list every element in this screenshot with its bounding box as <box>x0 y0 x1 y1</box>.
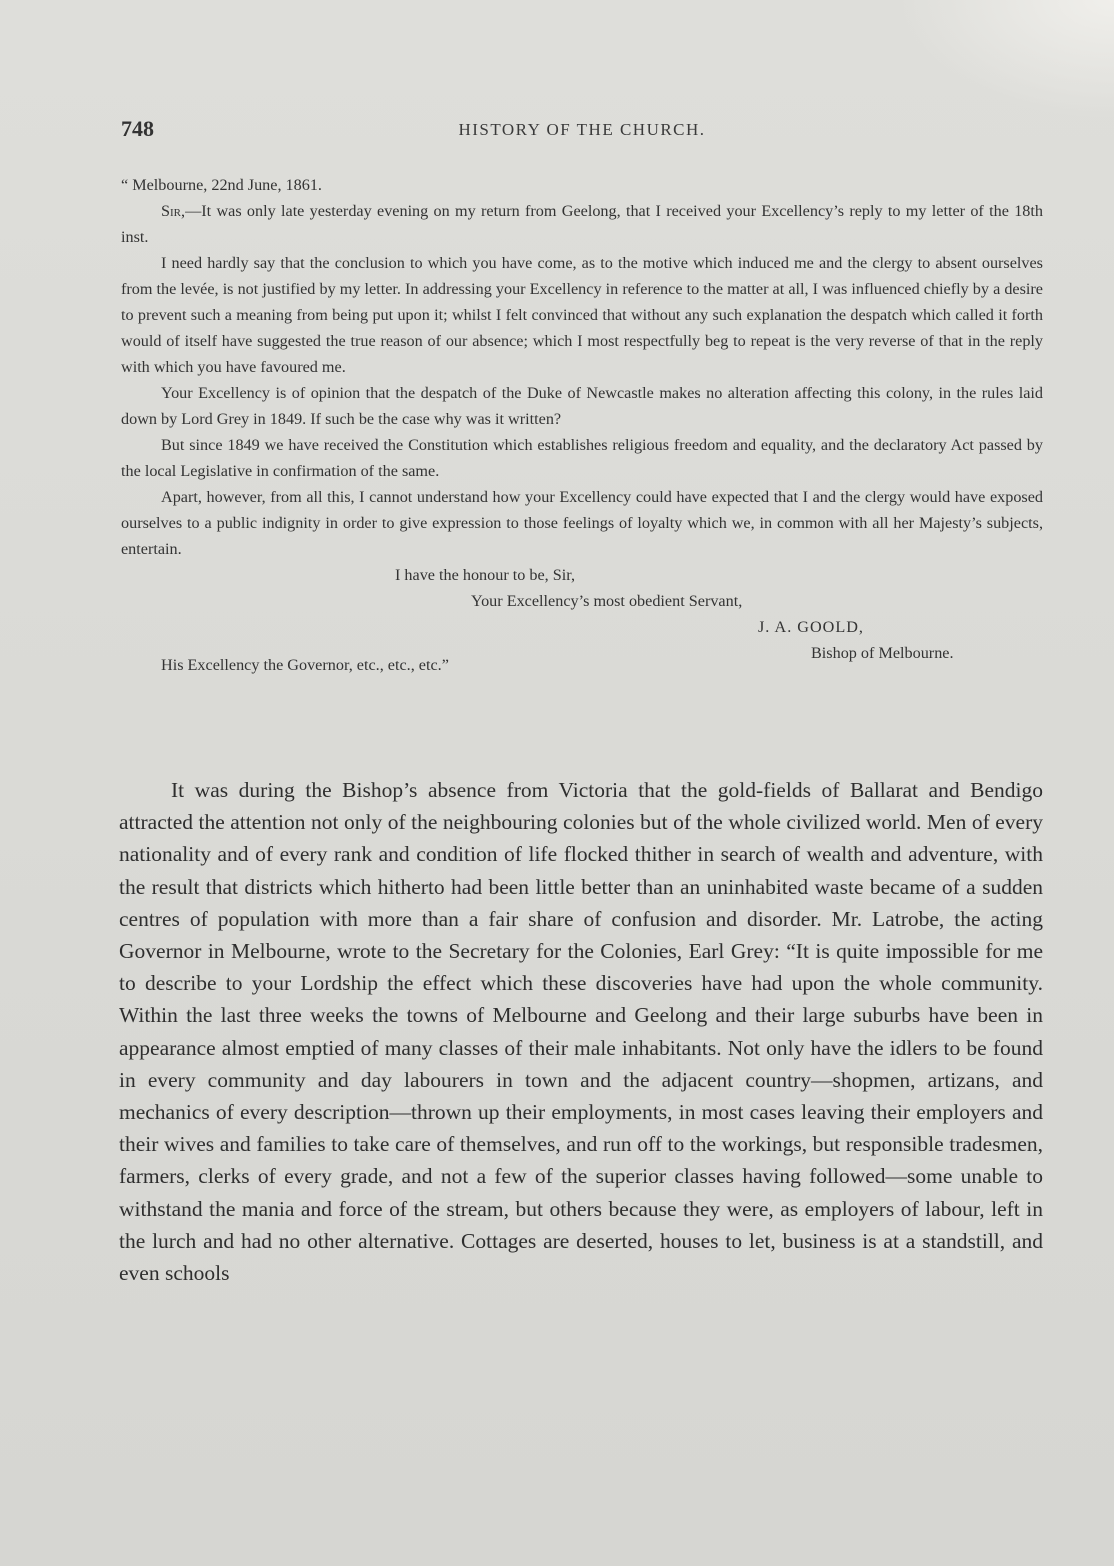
letter-closing-2: Your Excellency’s most obedient Servant, <box>471 592 743 610</box>
letter-signer: J. A. GOOLD, <box>758 618 864 636</box>
letter-paragraph-3: Your Excellency is of opinion that the despatch of the Duke of Newcastle makes no alteration affecting this colony, in the rules laid down by Lord Grey in 1849. If such be the case why was it written? <box>121 384 1043 428</box>
letter-closing-1: I have the honour to be, Sir, <box>395 566 576 584</box>
body-paragraph: It was during the Bishop’s absence from Victoria that the gold-fields of Ballarat and Bendigo attracted the attention not only of the neighbouring colonies but of the whole civilized world. Men of every nationality and of every rank and condition of life flocked thither in search of wealth and adventure, with the result that districts which hitherto had been little better than an uninhabited waste became of a sudden centres of population with more than a fair share of confusion and disorder. Mr. Latrobe, the acting Governor in Melbourne, wrote to the Secretary for the Colonies, Earl Grey: “It is quite impossible for me to describe to your Lordship the effect which these discoveries have had upon the whole community. Within the last three weeks the towns of Melbourne and Geelong and their large suburbs have been in appearance almost emptied of many classes of their male inhabitants. Not only have the idlers to be found in every community and day labourers in town and the adjacent country—shopmen, artizans, and mechanics of every description—thrown up their employments, in most cases leaving their employers and their wives and families to take care of themselves, and run off to the workings, but responsible tradesmen, farmers, clerks of every grade, and not a few of the superior classes having followed—some unable to withstand the mania and force of the stream, but others because they were, as employers of labour, left in the lurch and had no other alternative. Cottages are deserted, houses to let, business is at a standstill, and even schools <box>119 778 1043 1286</box>
letter-addressee: His Excellency the Governor, etc., etc., etc.” <box>161 656 449 674</box>
letter-paragraph-1 <box>121 198 1043 250</box>
page-number: 748 <box>121 116 154 141</box>
running-head: HISTORY OF THE CHURCH. <box>458 120 706 139</box>
letter-paragraph-5: Apart, however, from all this, I cannot understand how your Excellency could have expected that I and the clergy would have exposed ourselves to a public indignity in order to give expression to those feelings of loyalty which we, in common with all her Majesty’s subjects, entertain. <box>121 488 1043 558</box>
letter-signer-title: Bishop of Melbourne. <box>811 644 954 662</box>
page-header <box>121 116 1043 144</box>
main-text <box>119 774 1043 1289</box>
quoted-letter <box>121 172 1043 674</box>
letter-paragraph-2: I need hardly say that the conclusion to which you have come, as to the motive which induced me and the clergy to absent ourselves from the levée, is not justified by my letter. In addressing your Excellency in reference to the matter at all, I was influenced chiefly by a desire to prevent such a meaning from being put upon it; whilst I felt convinced that without any such explanation the despatch which called it forth would of itself have suggested the true reason of our absence; which I most respectfully beg to repeat is the very reverse of that in the reply with which you have favoured me. <box>121 254 1043 376</box>
letter-salutation: Sir, <box>161 202 186 220</box>
letter-paragraph-4: But since 1849 we have received the Constitution which establishes religious freedom and equality, and the declaratory Act passed by the local Legislative in confirmation of the same. <box>121 436 1043 480</box>
letter-paragraph-1-text: —It was only late yesterday evening on my return from Geelong, that I received your Excellency’s reply to my letter of the 18th inst. <box>121 202 1043 246</box>
page-corner-shading <box>894 0 1114 120</box>
letter-dateline: “ Melbourne, 22nd June, 1861. <box>121 176 322 194</box>
letter-footer <box>121 640 1043 674</box>
